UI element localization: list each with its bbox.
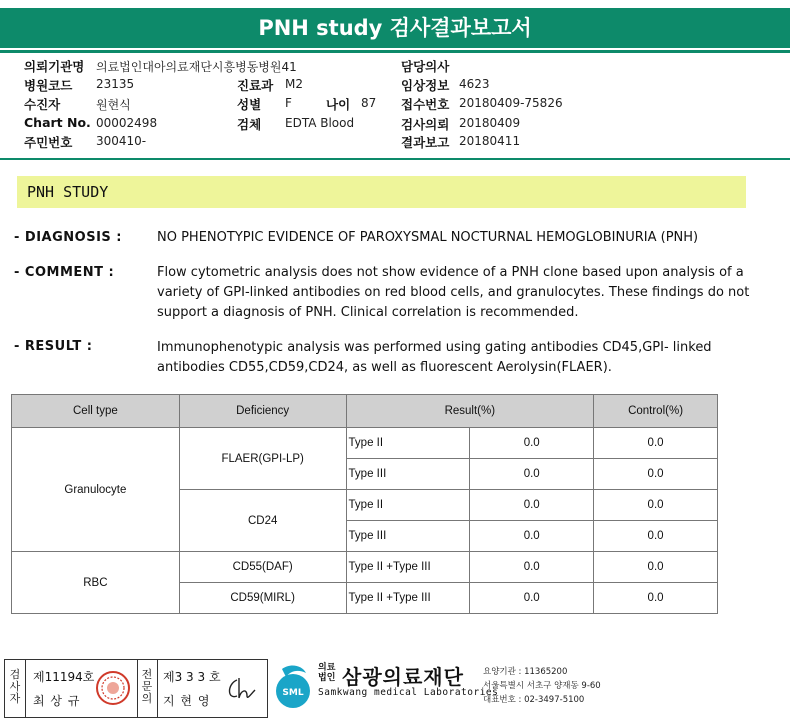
cell-control: 0.0 (594, 490, 718, 521)
cell-cd59: CD59(MIRL) (179, 583, 346, 614)
diagnosis-label: - DIAGNOSIS : (14, 230, 122, 245)
specimen-value: EDTA Blood (285, 116, 355, 130)
cell-type: Type III (346, 459, 470, 490)
cell-control: 0.0 (594, 521, 718, 552)
cell-control: 0.0 (594, 428, 718, 459)
cell-result: 0.0 (470, 490, 594, 521)
sex-label: 성별 (237, 97, 262, 112)
age-label: 나이 (326, 97, 351, 112)
company-name: 삼광의료재단 (342, 665, 464, 689)
request-label: 검사의뢰 (401, 117, 450, 132)
cell-type: Type II (346, 428, 470, 459)
cell-flaer: FLAER(GPI-LP) (179, 428, 346, 490)
sex-value: F (285, 96, 292, 110)
comment-text: Flow cytometric analysis does not show evidence of a PNH clone based upon analysis of a variety of GPI-linked antibodies on red blood cells, and granulocytes. These findings do not support a diagnosis of PNH. Clinical correlation is recommended. (157, 265, 750, 320)
chart-label: Chart No. (24, 115, 91, 130)
collector-label: 수진자 (24, 97, 61, 112)
company-address: 서울특별시 서초구 양재동 9-60 (483, 681, 601, 691)
cell-type: Type III (346, 521, 470, 552)
code-value: 23135 (96, 77, 135, 91)
resident-value: 300410- (96, 134, 147, 148)
clinical-label: 임상정보 (401, 78, 450, 93)
code-label: 병원코드 (24, 78, 73, 93)
inspector-seal-icon (95, 670, 131, 706)
result-table (11, 394, 718, 614)
inspector-name: 최 상 규 (33, 694, 81, 708)
cell-control: 0.0 (594, 583, 718, 614)
inspector-no: 제11194호 (33, 670, 95, 684)
report-footer (0, 655, 790, 724)
header-result: Result(%) (346, 395, 594, 428)
cell-type: Type II (346, 490, 470, 521)
institution-value: 의료법인대아의료재단시흥병동병원41 (96, 60, 297, 74)
company-english: Samkwang medical Laboratories (318, 687, 499, 698)
comment-label: - COMMENT : (14, 265, 115, 280)
result-text: Immunophenotypic analysis was performed using gating antibodies CD45,GPI- linked antibodies CD55,CD59,CD24, as well as fluorescent Aerolysin(FLAER). (157, 340, 712, 375)
inspector-label: 검사자 (9, 668, 21, 705)
company-type: 의료 법인 (318, 663, 336, 683)
company-code: 요양기관 : 11365200 (483, 667, 568, 677)
report-title: PNH study 검사결과보고서 (258, 16, 532, 40)
receipt-label: 접수번호 (401, 97, 450, 112)
cell-type: Type II +Type III (346, 583, 470, 614)
specimen-label: 검체 (237, 117, 262, 132)
cell-control: 0.0 (594, 552, 718, 583)
diagnosis-text: NO PHENOTYPIC EVIDENCE OF PAROXYSMAL NOCTURNAL HEMOGLOBINURIA (PNH) (157, 230, 699, 245)
divider (25, 660, 26, 717)
company-phone: 대표번호 : 02-3497-5100 (483, 695, 585, 705)
cell-type: Type II +Type III (346, 552, 470, 583)
doctor-label: 담당의사 (401, 59, 450, 74)
specialist-label: 전문의 (141, 668, 153, 705)
collector-value: 원현식 (96, 98, 131, 112)
study-banner (17, 176, 746, 208)
report-value: 20180411 (459, 134, 521, 148)
cell-control: 0.0 (594, 459, 718, 490)
cell-cd24: CD24 (179, 490, 346, 552)
resident-label: 주민번호 (24, 135, 73, 150)
sml-logo-icon (272, 661, 314, 709)
signature-box (4, 659, 268, 718)
cell-result: 0.0 (470, 583, 594, 614)
cell-cd55: CD55(DAF) (179, 552, 346, 583)
header-cell-type: Cell type (12, 395, 180, 428)
receipt-value: 20180409-75826 (459, 96, 563, 110)
divider (137, 660, 138, 717)
table-row (12, 428, 718, 459)
specialist-no: 제3 3 3 호 (163, 670, 221, 684)
header-deficiency: Deficiency (179, 395, 346, 428)
header-divider (0, 50, 790, 53)
cell-result: 0.0 (470, 459, 594, 490)
dept-value: M2 (285, 77, 303, 91)
cell-granulocyte: Granulocyte (12, 428, 180, 552)
cell-result: 0.0 (470, 521, 594, 552)
cell-rbc: RBC (12, 552, 180, 614)
dept-label: 진료과 (237, 78, 274, 93)
request-value: 20180409 (459, 116, 521, 130)
cell-result: 0.0 (470, 428, 594, 459)
result-label: - RESULT : (14, 339, 93, 354)
logo-text: SML (282, 688, 304, 698)
table-row (12, 552, 718, 583)
divider (157, 660, 158, 717)
specialist-name: 지 현 영 (163, 694, 211, 708)
report-header (0, 0, 790, 56)
study-title: PNH STUDY (27, 183, 109, 201)
clinical-value: 4623 (459, 77, 490, 91)
cell-result: 0.0 (470, 552, 594, 583)
table-header-row (12, 395, 718, 428)
header-control: Control(%) (594, 395, 718, 428)
report-label: 결과보고 (401, 135, 450, 150)
info-divider (0, 158, 790, 160)
patient-info (0, 57, 790, 165)
age-value: 87 (361, 96, 377, 110)
chart-value: 00002498 (96, 116, 158, 130)
institution-label: 의뢰기관명 (24, 59, 85, 74)
signature-icon (223, 674, 257, 704)
